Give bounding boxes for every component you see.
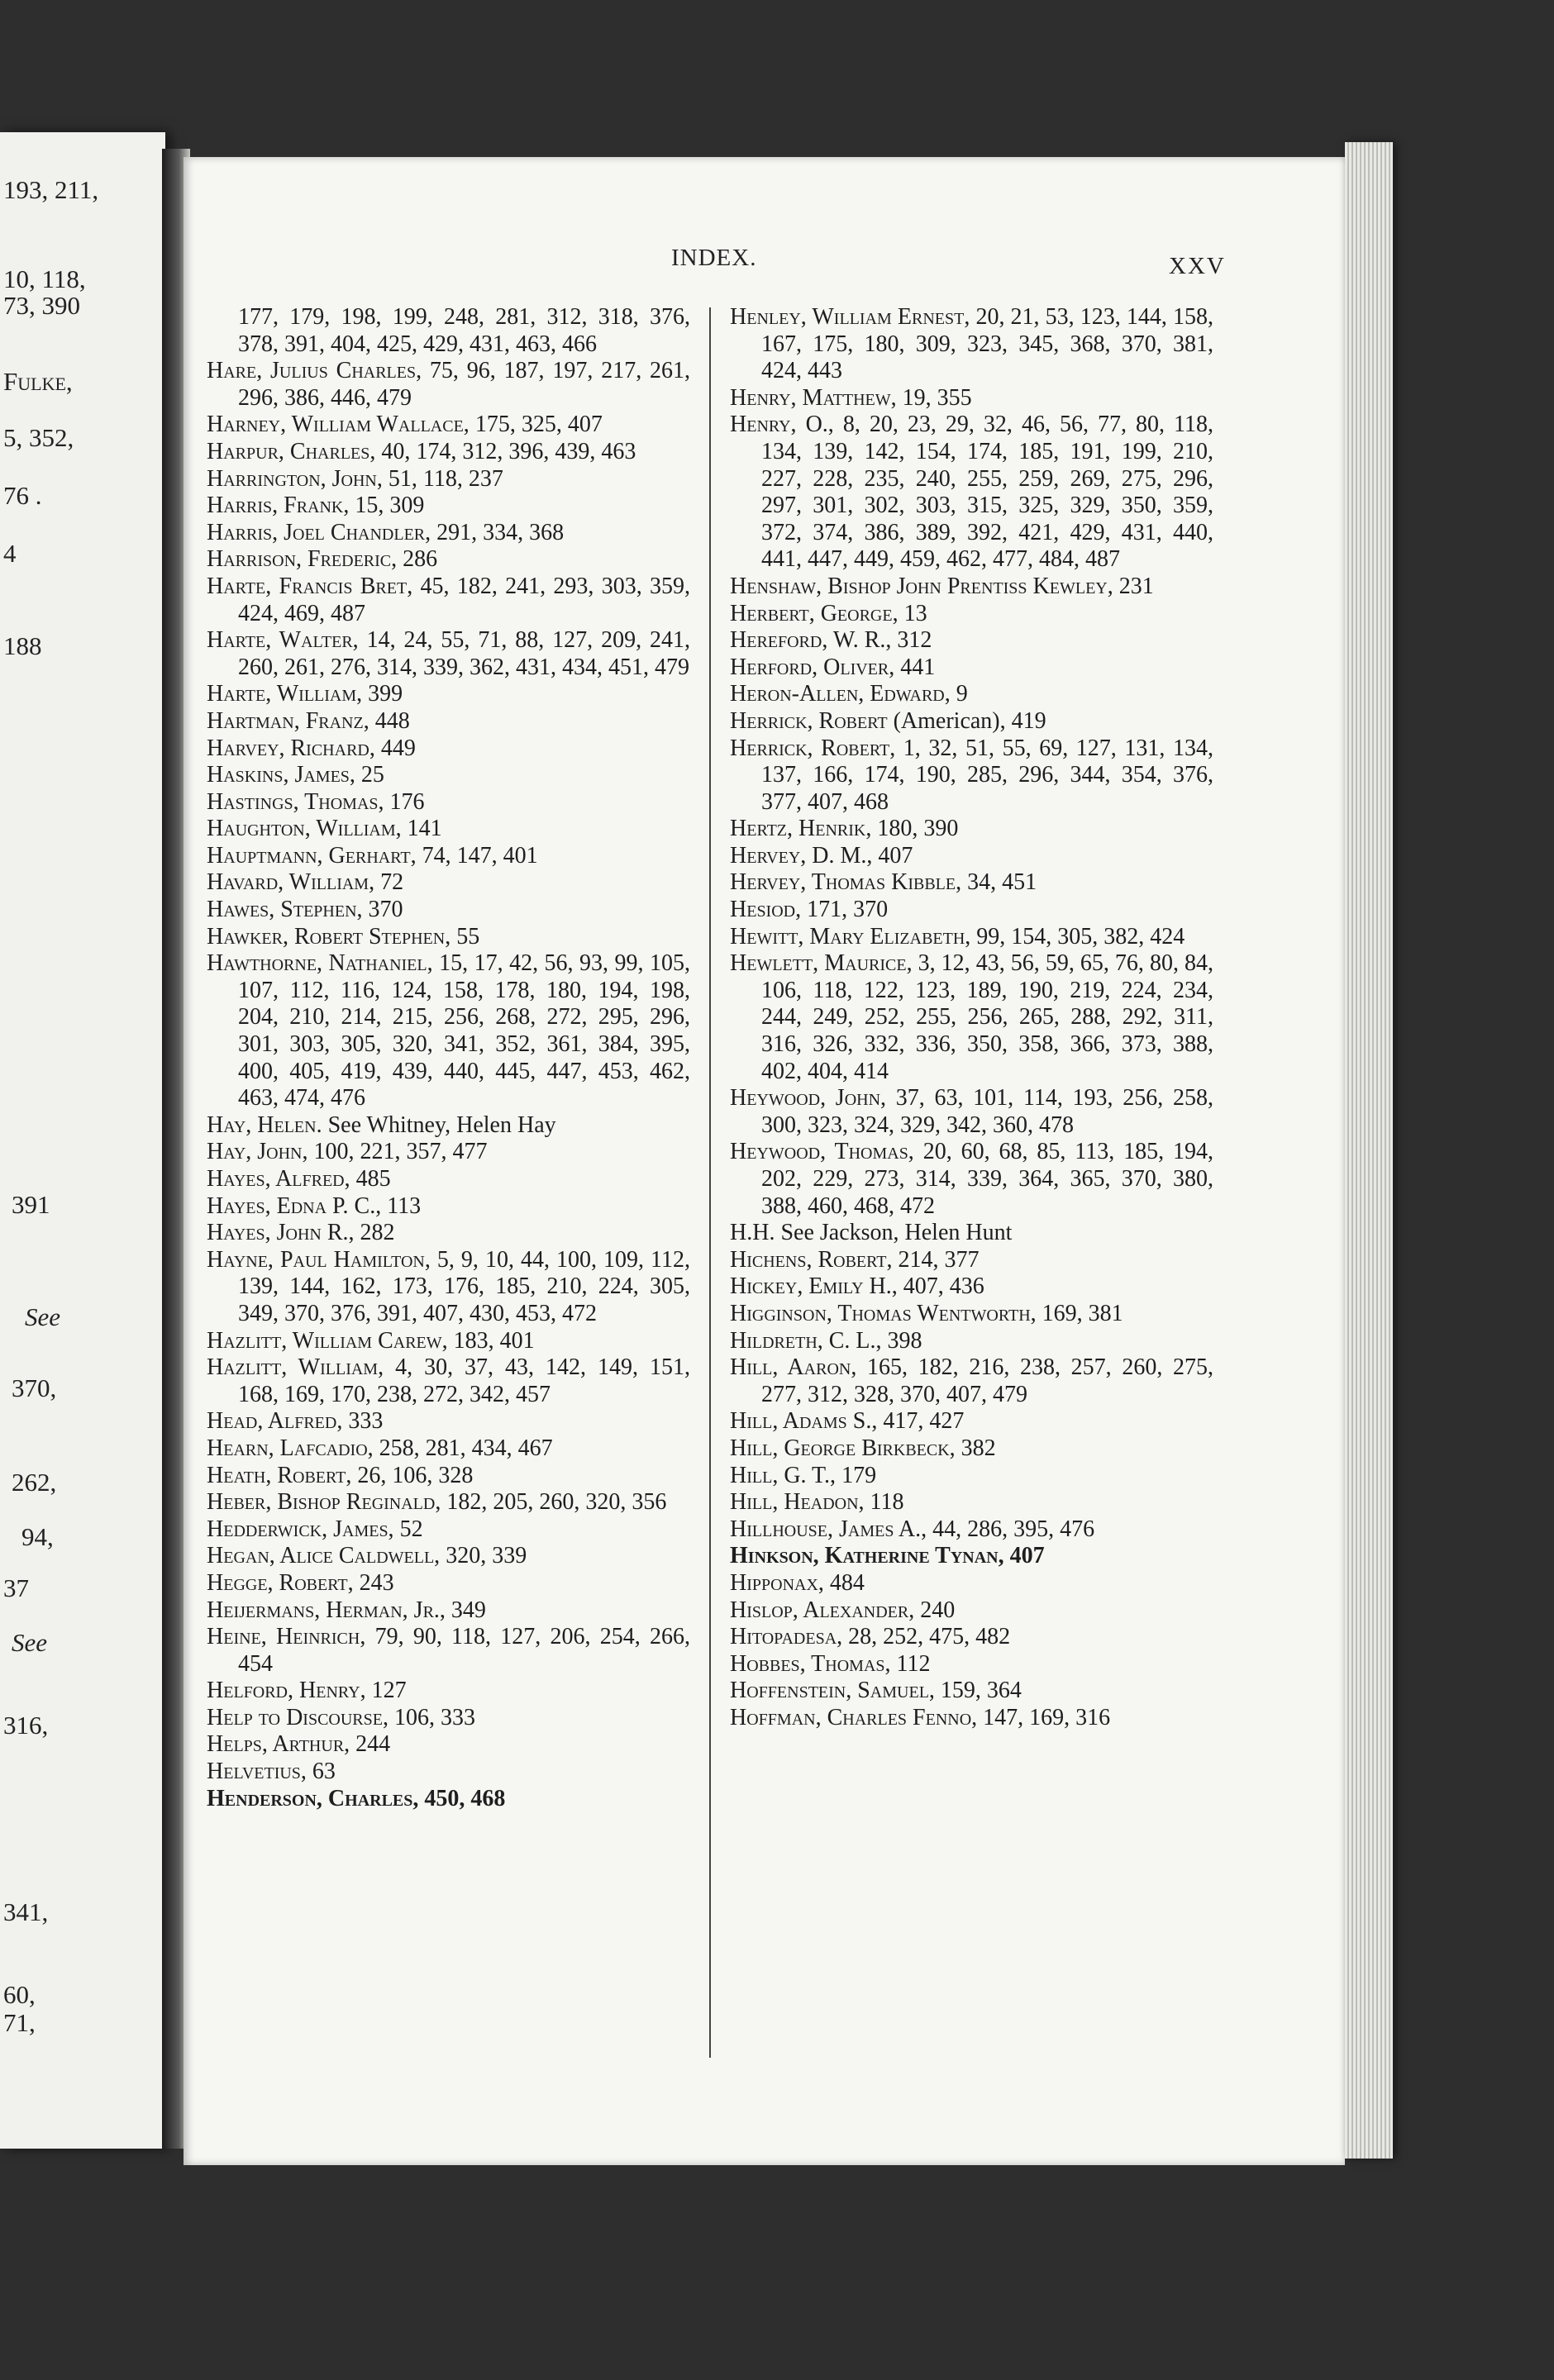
entry-pages: 382 [955,1435,996,1461]
index-entry [207,1408,690,1435]
index-entry [207,950,690,1112]
left-page-fragment: 188 [3,631,42,660]
entry-name: Hauptmann, Gerhart, [207,842,417,869]
index-entry [207,1220,690,1247]
index-entry [207,1731,690,1759]
entry-name: Harpur, Charles, [207,438,376,464]
left-page-fragment: 73, 390 [3,291,80,320]
entry-name: Hervey, Thomas Kibble, [730,869,962,896]
entry-pages: 118 [864,1489,904,1516]
page-number: XXV [1169,253,1226,279]
index-entry [207,574,690,627]
entry-name: Haskins, James, [207,762,355,788]
index-entry [207,627,690,681]
index-entry [730,708,1213,735]
entry-pages: 74, 147, 401 [416,842,538,869]
entry-name: Harrison, Frederic, [207,546,398,573]
entry-pages: 407 [1003,1543,1045,1569]
index-entry [730,304,1213,385]
entry-pages: 99, 154, 305, 382, 424 [970,923,1185,950]
page-header-title: INDEX. [671,245,757,271]
entry-pages: 171, 370 [801,897,889,923]
entry-pages: 147, 169, 316 [977,1704,1111,1730]
entry-name: Hegan, Alice Caldwell, [207,1543,441,1569]
left-page-fragment: 370, [12,1373,57,1402]
entry-pages: 291, 334, 368 [431,519,565,545]
entry-name: Henry, Matthew, [730,384,897,411]
index-entry [730,1220,1213,1247]
entry-name: Hesiod, [730,897,802,923]
index-entry [730,816,1213,843]
entry-pages: 484 [823,1569,865,1596]
left-page-fragment: 391 [12,1190,50,1219]
entry-name: Helvetius, [207,1759,307,1785]
entry-pages: 180, 390 [871,816,959,842]
index-entry [730,1463,1213,1490]
entry-pages: 407 [872,842,913,869]
entry-pages: 4, 30, 37, 43, 142, 149, 151, 168, 169, 170, 238, 272, 342, 457 [238,1354,691,1407]
index-entry [207,1435,690,1463]
entry-pages: 320, 339 [440,1543,527,1569]
index-entry [207,466,690,493]
entry-name: Hipponax, [730,1569,824,1596]
index-entry [730,574,1213,601]
entry-pages: 450, 468 [418,1785,506,1811]
index-entry [207,304,690,358]
index-entry [730,950,1213,1085]
entry-pages: 231 [1113,573,1154,599]
left-page-fragment: 193, 211, [3,175,99,204]
left-page-fragment: 60, [3,1980,36,2009]
index-entry [730,1624,1213,1651]
page-edge [1345,142,1393,2159]
index-entry [207,869,690,897]
entry-pages: 312 [891,627,932,654]
left-page-fragment: 76 . [3,481,42,510]
entry-pages: 179 [836,1462,877,1488]
entry-pages: 183, 401 [447,1327,535,1354]
entry-name: Hedderwick, James, [207,1516,394,1542]
index-entry [730,897,1213,924]
entry-name: Hill, Adams S., [730,1408,878,1435]
index-entry [207,1354,690,1408]
entry-pages: 176 [384,788,425,815]
index-entry [207,897,690,924]
entry-name: Hay, Helen. [207,1111,322,1138]
index-entry [207,1759,690,1786]
left-page-fragment: 94, [21,1522,54,1551]
entry-name: Hare, Julius Charles, [207,358,422,384]
left-page-fragment: 262, [12,1468,57,1497]
index-entry [730,1435,1213,1463]
entry-pages: 240 [914,1597,956,1623]
index-entry [730,1354,1213,1408]
entry-pages: 25 [355,762,384,788]
entry-pages: 286 [397,546,438,573]
entry-pages: 44, 286, 395, 476 [927,1516,1095,1542]
entry-name: Hoffenstein, Samuel, [730,1678,935,1704]
entry-pages: 9 [950,681,968,707]
entry-pages: 370 [362,897,403,923]
entry-name: Hervey, D. M., [730,842,873,869]
index-entry [207,1516,690,1544]
index-entry [207,1678,690,1705]
index-entry [207,520,690,547]
entry-pages: 28, 252, 475, 482 [842,1624,1011,1650]
left-page-fragment: 4 [3,539,17,568]
entry-name: Heine, Heinrich, [207,1624,366,1650]
entry-name: Henderson, Charles, [207,1785,419,1811]
index-entry [730,843,1213,870]
entry-pages: 141 [401,816,442,842]
entry-name: Harris, Joel Chandler, [207,519,431,545]
entry-name: Heywood, Thomas, [730,1139,914,1165]
entry-pages: 243 [353,1569,394,1596]
entry-name: Hawker, Robert Stephen, [207,923,451,950]
entry-name: Herbert, George, [730,600,899,626]
index-entry [730,735,1213,816]
index-entry [207,1489,690,1516]
index-entry [730,1247,1213,1274]
entry-pages: 349 [445,1597,486,1623]
left-page-fragment: Fulke, [3,367,73,396]
index-entry [207,1463,690,1490]
entry-name: Hayes, John R., [207,1220,355,1246]
entry-pages: 169, 381 [1036,1300,1123,1326]
entry-pages: 175, 325, 407 [469,412,603,438]
entry-name: Heath, Robert, [207,1462,352,1488]
entry-pages: 258, 281, 434, 467 [373,1435,553,1461]
entry-pages: 1, 32, 51, 55, 69, 127, 131, 134, 137, 166, 174, 190, 285, 296, 344, 354, 376, 377, 407, 468 [761,735,1214,815]
entry-pages: 333 [342,1408,384,1435]
entry-name: Hazlitt, William, [207,1354,384,1381]
left-page-fragment: See [25,1302,61,1331]
entry-pages: 485 [350,1166,391,1192]
entry-name: Hill, G. T., [730,1462,837,1488]
entry-name: Help to Discourse, [207,1704,388,1730]
entry-name: Hislop, Alexander, [730,1597,915,1623]
index-entry [730,924,1213,951]
entry-name: Hill, Aaron, [730,1354,857,1381]
entry-name: Hegge, Robert, [207,1569,354,1596]
index-entry [730,601,1213,628]
index-entry [730,1301,1213,1328]
index-entry [730,1570,1213,1597]
index-entry [207,1112,690,1140]
entry-name: Higginson, Thomas Wentworth, [730,1300,1037,1326]
index-entry [730,681,1213,708]
entry-pages: 26, 106, 328 [351,1462,474,1488]
entry-name: Harris, Frank, [207,493,350,519]
column-divider [709,307,711,2058]
entry-name: Hazlitt, William Carew, [207,1327,448,1354]
entry-pages: 79, 90, 118, 127, 206, 254, 266, 454 [238,1624,690,1677]
entry-pages: 127 [365,1678,407,1704]
entry-name: Hayes, Edna P. C., [207,1192,382,1219]
index-entry [730,1705,1213,1732]
entry-name: Hay, John, [207,1139,308,1165]
entry-pages: 449 [374,735,416,761]
entry-pages: 165, 182, 216, 238, 257, 260, 275, 277, 312, 328, 370, 407, 479 [761,1354,1213,1407]
entry-name: Herrick, Robert, [730,735,896,761]
entry-name: Hildreth, C. L., [730,1327,882,1354]
entry-pages: 40, 174, 312, 396, 439, 463 [375,438,636,464]
index-entry [730,1678,1213,1705]
entry-pages: 20, 60, 68, 85, 113, 185, 194, 202, 229, 273, 314, 339, 364, 365, 370, 380, 388, 460, 468, 472 [761,1139,1213,1219]
index-entry [730,1273,1213,1301]
entry-pages: 14, 24, 55, 71, 88, 127, 209, 241, 260, 261, 276, 314, 339, 362, 431, 434, 451, 479 [238,627,690,680]
entry-name: Hobbes, Thomas, [730,1650,891,1677]
entry-pages: (American), 419 [887,707,1046,734]
index-entry [207,493,690,520]
entry-name: Hartman, Franz, [207,707,369,734]
index-entry [207,1624,690,1678]
entry-name: Haughton, William, [207,816,402,842]
entry-name: Harte, Walter, [207,627,359,654]
entry-pages: 75, 96, 187, 197, 217, 261, 296, 386, 446, 479 [238,358,691,411]
index-entry [207,789,690,816]
entry-name: Harte, William, [207,681,363,707]
index-entry [730,627,1213,654]
index-entry [730,1328,1213,1355]
entry-name: Helford, Henry, [207,1678,366,1704]
index-entry [207,735,690,763]
entry-name: Harney, William Wallace, [207,412,470,438]
index-entry [730,1085,1213,1139]
entry-name: Hinkson, Katherine Tynan, [730,1543,1004,1569]
index-entry [207,1786,690,1813]
index-entry [730,1408,1213,1435]
entry-pages: 72 [374,869,404,896]
entry-name: Hickey, Emily H., [730,1273,898,1300]
entry-name: Henley, William Ernest, [730,304,970,330]
entry-name: Heber, Bishop Reginald, [207,1489,441,1516]
entry-name: Hewlett, Maurice, [730,950,913,977]
index-entry [730,869,1213,897]
entry-pages: 34, 451 [961,869,1037,896]
entry-name: Hereford, W. R., [730,627,892,654]
index-entry [207,1543,690,1570]
entry-pages: 182, 205, 260, 320, 356 [441,1489,667,1516]
left-page-fragment: 316, [3,1711,49,1740]
entry-name: Henshaw, Bishop John Prentiss Kewley, [730,573,1113,599]
entry-pages: 282 [354,1220,395,1246]
index-entry [730,1489,1213,1516]
entry-name: Herford, Oliver, [730,654,895,680]
left-page-fragment: 5, 352, [3,423,74,452]
index-entry [207,1247,690,1328]
entry-pages: 63 [306,1759,336,1785]
index-entry [207,924,690,951]
index-entry [207,708,690,735]
entry-pages: 100, 221, 357, 477 [307,1139,488,1165]
entry-pages: 214, 377 [892,1246,980,1273]
index-column-left [207,304,690,1812]
index-entry [207,1570,690,1597]
entry-name: Hichens, Robert, [730,1246,893,1273]
left-page-fragment: 341, [3,1897,49,1926]
left-page-fragment: 37 [3,1573,29,1602]
entry-name: Hitopadesa, [730,1624,843,1650]
index-entry [207,439,690,466]
entry-pages: 15, 309 [349,493,425,519]
entry-name: Havard, William, [207,869,375,896]
entry-pages: 37, 63, 101, 114, 193, 256, 258, 300, 323, 324, 329, 342, 360, 478 [761,1085,1213,1138]
entry-pages: 399 [362,681,403,707]
index-entry [730,1139,1213,1220]
entry-name: Hayne, Paul Hamilton, [207,1246,431,1273]
index-entry [730,1543,1213,1570]
index-entry [207,412,690,439]
entry-name: Head, Alfred, [207,1408,343,1435]
entry-name: Hoffman, Charles Fenno, [730,1704,978,1730]
index-entry [207,1166,690,1193]
entry-pages: 45, 182, 241, 293, 303, 359, 424, 469, 487 [238,573,691,626]
entry-pages: 448 [369,707,410,734]
index-column-right [730,304,1213,1731]
index-entry [207,1705,690,1732]
entry-pages: 106, 333 [388,1704,475,1730]
entry-name: Herrick, Robert [730,707,888,734]
index-entry [207,762,690,789]
index-entry [730,1516,1213,1544]
entry-name: Hawes, Stephen, [207,897,363,923]
entry-name: Harte, Francis Bret, [207,573,413,599]
entry-name: Harrington, John, [207,465,383,492]
entry-pages: 5, 9, 10, 44, 100, 109, 112, 139, 144, 162, 173, 176, 185, 210, 224, 305, 349, 370, 376, 391, 407, 430, 453, 472 [238,1246,690,1326]
entry-pages: 15, 17, 42, 56, 93, 99, 105, 107, 112, 116, 124, 158, 178, 180, 194, 198, 204, 210, 214, 215, 256, 268, 272, 295, 296, 301, 303, 305, 320, 341, 352, 361, 384, 395, 400, 405, 419, 439, 440, 445, 447, 453, 462, 463, 474, 476 [238,950,691,1111]
entry-pages: 407, 436 [897,1273,984,1300]
index-entry [730,385,1213,412]
entry-pages: See Jackson, Helen Hunt [775,1220,1013,1246]
entry-pages: 3, 12, 43, 56, 59, 65, 76, 80, 84, 106, 118, 122, 123, 189, 190, 219, 224, 234, 244, 249, 252, 255, 256, 265, 288, 292, 311, 316, 326, 332, 336, 350, 358, 366, 373, 388, 402, 404, 414 [761,950,1213,1084]
left-page-fragment: See [12,1628,48,1657]
entry-pages: 112 [890,1650,931,1677]
entry-pages: 13 [898,600,927,626]
entry-name: Hayes, Alfred, [207,1166,350,1192]
entry-pages: 113 [381,1192,422,1219]
index-entry [207,816,690,843]
entry-name: Hawthorne, Nathaniel, [207,950,433,977]
entry-name: Hill, Headon, [730,1489,865,1516]
entry-pages: 417, 427 [877,1408,965,1435]
entry-name: Hertz, Henrik, [730,816,872,842]
entry-pages: 398 [881,1327,922,1354]
entry-name: Heywood, John, [730,1085,887,1111]
left-page-fragment: 10, 118, [3,264,86,293]
entry-pages: 51, 118, 237 [382,465,503,492]
entry-pages: 244 [350,1731,391,1758]
entry-pages: 19, 355 [896,384,972,411]
entry-name: Hastings, Thomas, [207,788,384,815]
index-entry [207,681,690,708]
entry-pages: 20, 21, 53, 123, 144, 158, 167, 175, 180, 309, 323, 345, 368, 370, 381, 424, 443 [761,304,1213,384]
entry-pages: 55 [450,923,480,950]
left-page-fragment: 71, [3,2008,36,2037]
entry-name: Hill, George Birkbeck, [730,1435,956,1461]
index-entry [730,1597,1213,1625]
index-entry [207,358,690,412]
index-entry [730,1651,1213,1678]
index-entry [207,1597,690,1625]
entry-name: H.H. [730,1220,775,1246]
index-entry [207,843,690,870]
entry-pages: 177, 179, 198, 199, 248, 281, 312, 318, 376, 378, 391, 404, 425, 429, 431, 463, 466 [238,304,690,357]
index-entry [207,1328,690,1355]
entry-name: Harvey, Richard, [207,735,375,761]
index-entry [207,1139,690,1166]
entry-pages: 8, 20, 23, 29, 32, 46, 56, 77, 80, 118, 134, 139, 142, 154, 174, 185, 191, 199, 210, 227, 228, 235, 240, 255, 259, 269, 275, 296, 297, 301, 302, 303, 315, 325, 329, 350, 359, 372, 374, 386, 389, 392, 421, 429, 431, 440, 441, 447, 449, 459, 462, 477, 484, 487 [761,412,1214,573]
entry-name: Henry, O., [730,412,834,438]
entry-pages: 159, 364 [934,1678,1022,1704]
entry-pages: 52 [393,1516,423,1542]
index-entry [207,546,690,574]
index-entry [730,654,1213,682]
entry-name: Hillhouse, James A., [730,1516,927,1542]
entry-name: Hewitt, Mary Elizabeth, [730,923,971,950]
entry-name: Heron-Allen, Edward, [730,681,951,707]
left-page [0,132,165,2149]
entry-pages: See Whitney, Helen Hay [322,1111,556,1138]
entry-name: Helps, Arthur, [207,1731,350,1758]
index-entry [730,412,1213,574]
index-entry [207,1193,690,1221]
entry-name: Hearn, Lafcadio, [207,1435,374,1461]
entry-pages: 441 [894,654,936,680]
entry-name: Heijermans, Herman, Jr., [207,1597,446,1623]
